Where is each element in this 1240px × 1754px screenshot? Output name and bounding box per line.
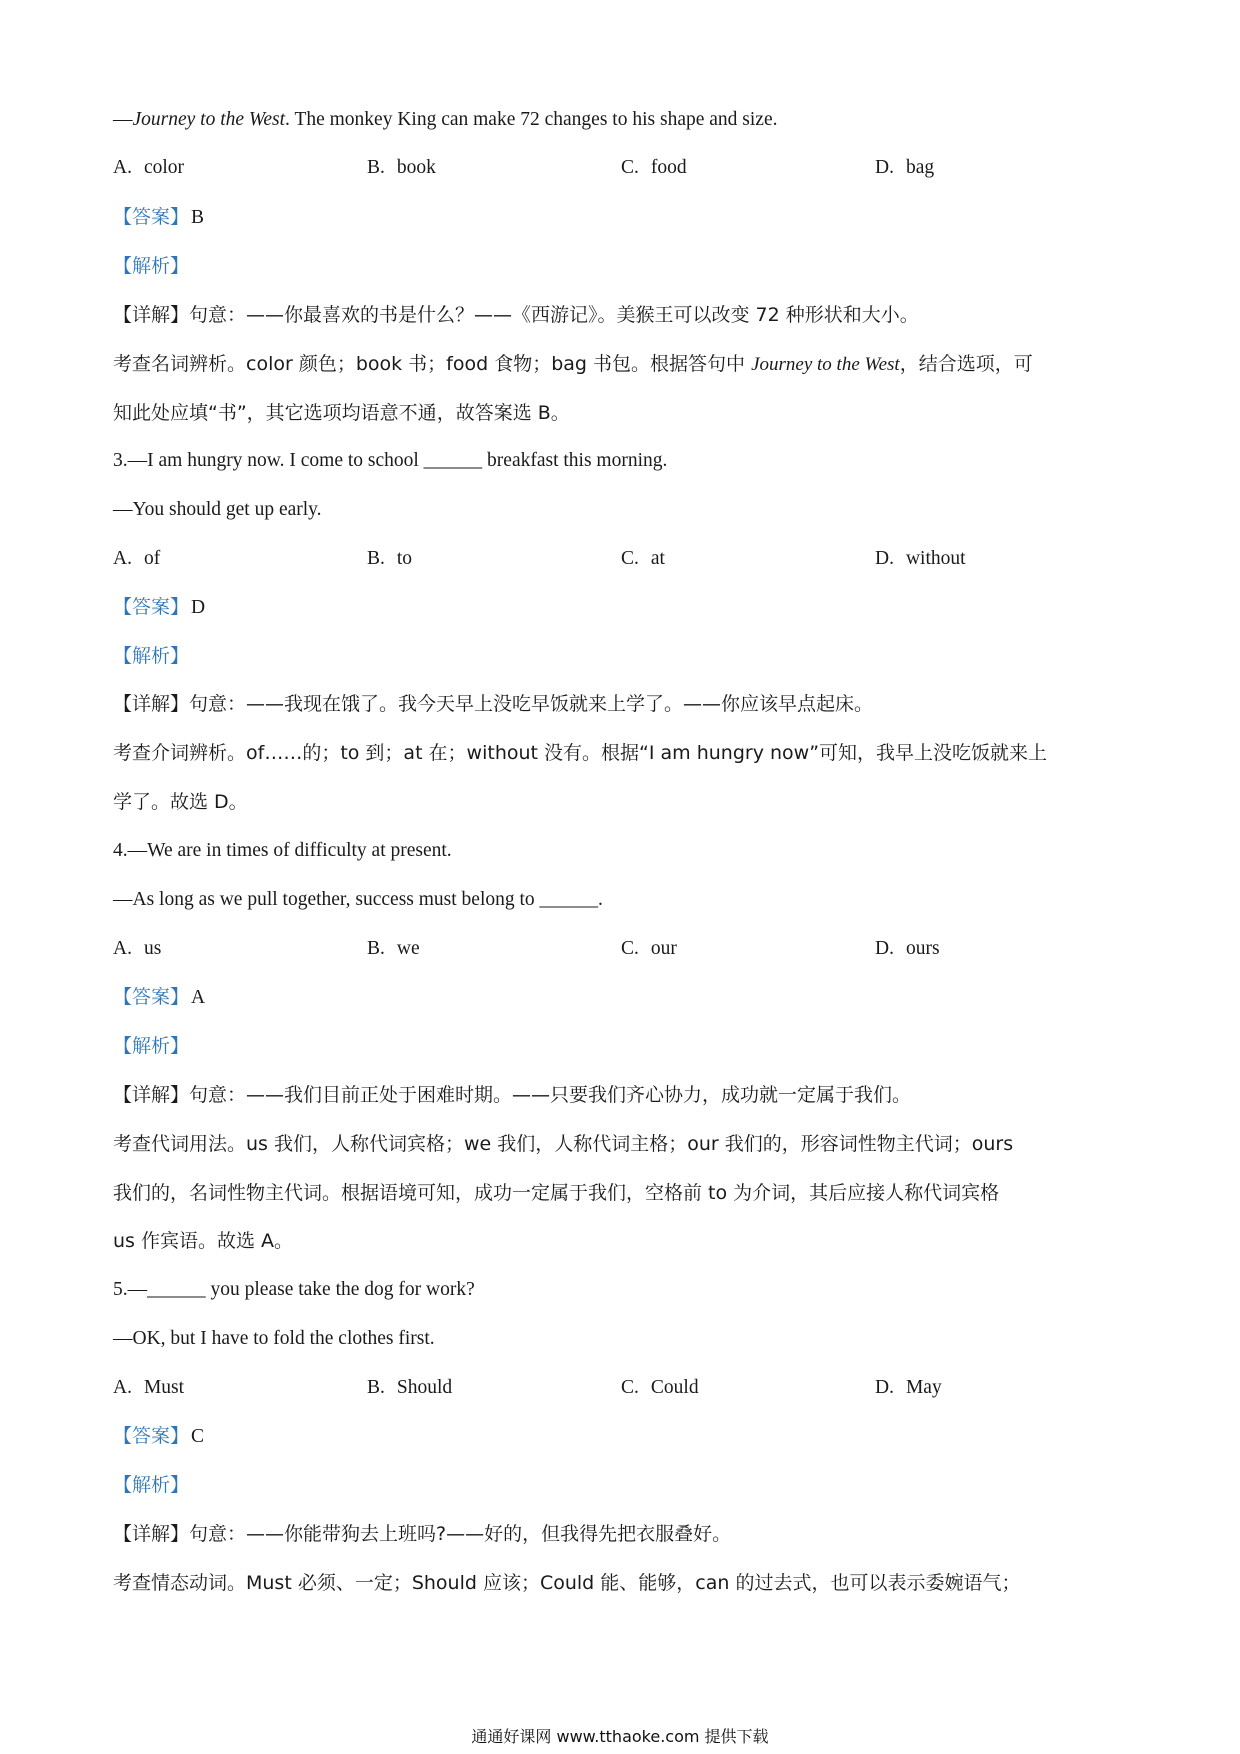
- option-c: C. Could: [621, 1377, 699, 1398]
- explanation-line: 知此处应填“书”，其它选项均语意不通，故答案选 B。: [113, 402, 570, 424]
- explanation-line: 学了。故选 D。: [113, 791, 248, 813]
- option-d: D. May: [875, 1377, 942, 1398]
- book-title: Journey to the West: [132, 109, 286, 130]
- option-d: D. without: [875, 548, 966, 569]
- answer-line: 【答案】 C: [113, 1425, 205, 1447]
- option-a: A. of: [113, 548, 161, 569]
- option-b: B. book: [367, 157, 436, 178]
- question-reply: —You should get up early.: [113, 499, 322, 520]
- analysis-heading: 【解析】: [113, 1474, 190, 1496]
- option-d: D. bag: [875, 157, 935, 178]
- option-b: B. we: [367, 938, 420, 959]
- question-stem: 5.—______ you please take the dog for work?: [113, 1279, 475, 1300]
- option-c: C. our: [621, 938, 677, 959]
- explanation-line: 考查代词用法。us 我们，人称代词宾格；we 我们，人称代词主格；our 我们的，形容词性物主代词；ours: [113, 1133, 1014, 1155]
- detail-line: 【详解】句意：——我现在饿了。我今天早上没吃早饭就来上学了。——你应该早点起床。: [113, 693, 874, 715]
- options-row: [113, 934, 1133, 964]
- explanation-line: 我们的，名词性物主代词。根据语境可知，成功一定属于我们，空格前 to 为介词，其后应接人称代词宾格: [113, 1182, 1000, 1204]
- answer-line: 【答案】 B: [113, 206, 205, 228]
- option-b: B. Should: [367, 1377, 453, 1398]
- answer-line: 【答案】 A: [113, 986, 206, 1008]
- option-d: D. ours: [875, 938, 940, 959]
- option-c: C. at: [621, 548, 665, 569]
- analysis-heading: 【解析】: [113, 255, 190, 277]
- options-row: [113, 153, 1133, 183]
- detail-line: 【详解】句意：——你最喜欢的书是什么？——《西游记》。美猴王可以改变 72 种形状和大小。: [113, 304, 919, 326]
- detail-line: 【详解】句意：——你能带狗去上班吗?——好的，但我得先把衣服叠好。: [113, 1523, 732, 1545]
- explanation-line: 考查介词辨析。of……的；to 到；at 在；without 没有。根据“I am hungry now”可知，我早上没吃饭就来上: [113, 742, 1048, 764]
- option-a: A. Must: [113, 1377, 185, 1398]
- option-b: B. to: [367, 548, 413, 569]
- options-row: [113, 1373, 1133, 1403]
- question-reply: —Journey to the West. The monkey King can make 72 changes to his shape and size.: [113, 109, 778, 130]
- analysis-heading: 【解析】: [113, 1035, 190, 1057]
- detail-line: 【详解】句意：——我们目前正处于困难时期。——只要我们齐心协力，成功就一定属于我们。: [113, 1084, 912, 1106]
- explanation-line: us 作宾语。故选 A。: [113, 1230, 294, 1252]
- explanation-line: 考查情态动词。Must 必须、一定；Should 应该；Could 能、能够，can 的过去式，也可以表示委婉语气；: [113, 1572, 1021, 1594]
- option-a: A. color: [113, 157, 185, 178]
- page-footer: 通通好课网 www.tthaoke.com 提供下载: [471, 1727, 769, 1746]
- answer-line: 【答案】 D: [113, 596, 206, 618]
- option-c: C. food: [621, 157, 687, 178]
- options-row: [113, 544, 1133, 574]
- question-reply: —As long as we pull together, success must belong to ______.: [113, 889, 603, 910]
- question-stem: 3.—I am hungry now. I come to school ______ breakfast this morning.: [113, 450, 668, 471]
- analysis-heading: 【解析】: [113, 645, 190, 667]
- option-a: A. us: [113, 938, 162, 959]
- question-reply: —OK, but I have to fold the clothes first.: [113, 1328, 435, 1349]
- explanation-line: 考查名词辨析。color 颜色；book 书；food 食物；bag 书包。根据答句中 Journey to the West，结合选项，可: [113, 353, 1033, 375]
- question-stem: 4.—We are in times of difficulty at present.: [113, 840, 452, 861]
